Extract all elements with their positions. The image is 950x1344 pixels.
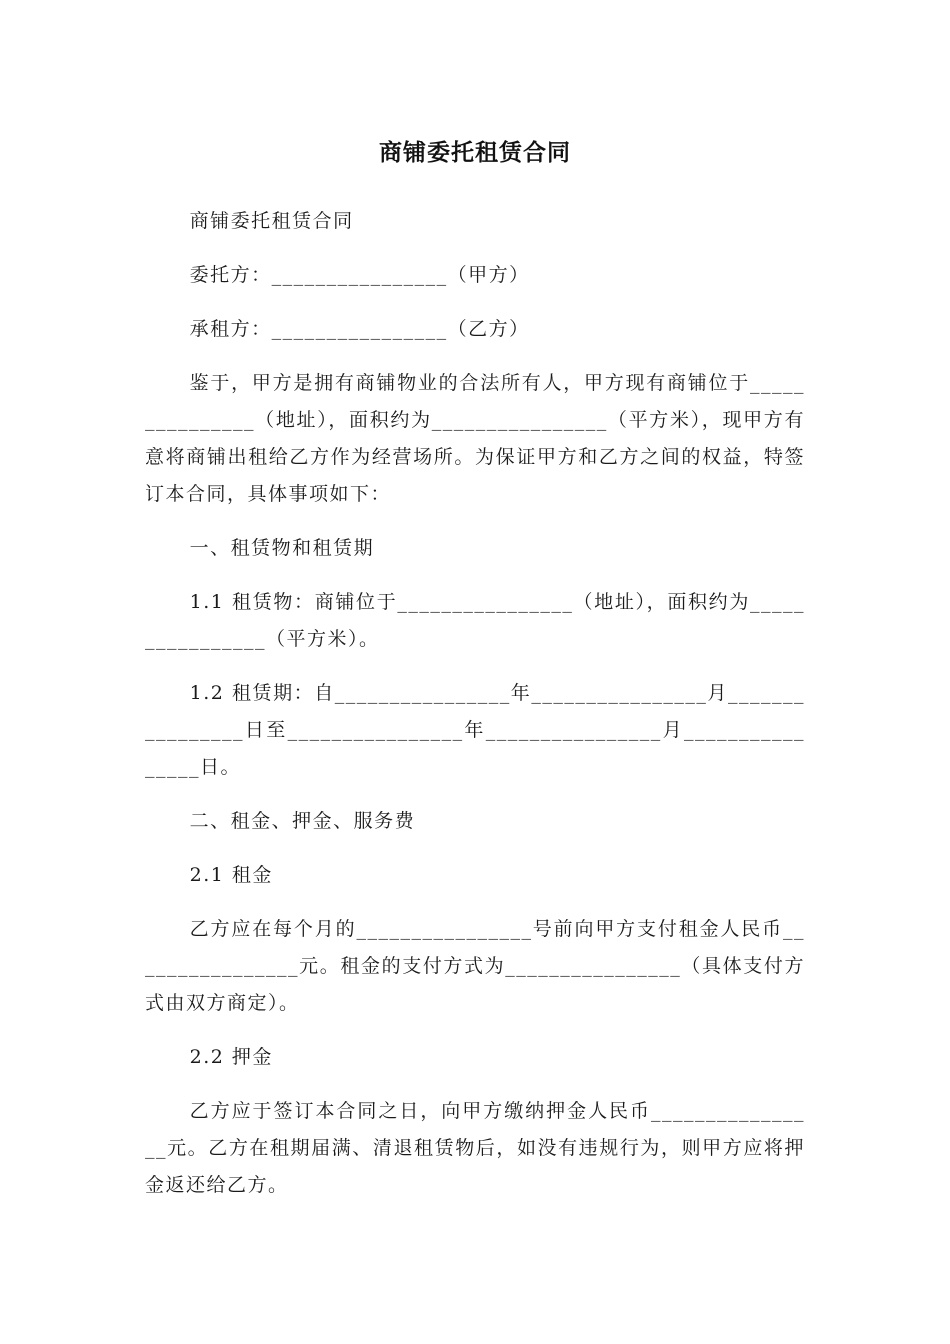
section-heading-2: 二、租金、押金、服务费 [189, 810, 416, 832]
clause-2-1-body: 乙方应在每个月的________________号前向甲方支付租金人民币________________元。租金的支付方式为________________（具体支付方式由双方商定）。 [145, 918, 805, 1014]
principal-party-line: 委托方：________________（甲方） [189, 264, 530, 286]
subtitle-paragraph: 商铺委托租赁合同 [189, 210, 354, 232]
document-title: 商铺委托租赁合同 [379, 140, 571, 166]
preamble-paragraph: 鉴于，甲方是拥有商铺物业的合法所有人，甲方现有商铺位于_______________（地址），面积约为________________（平方米），现甲方有意将商铺出租给乙方作为经营场所。为保证甲方和乙方之间的权益，特签订本合同，具体事项如下： [145, 372, 805, 505]
section-heading-1: 一、租赁物和租赁期 [189, 537, 375, 559]
clause-2-1-heading: 2.1 租金 [189, 864, 273, 886]
clause-1-1: 1.1 租赁物：商铺位于________________（地址），面积约为________________（平方米）。 [145, 591, 805, 650]
document-body [145, 203, 805, 1221]
lessee-party-line: 承租方：________________（乙方） [189, 318, 530, 340]
clause-2-2-heading: 2.2 押金 [189, 1046, 273, 1068]
clause-1-2: 1.2 租赁期：自________________年________________月________________日至________________年________________月________________日。 [145, 682, 805, 778]
clause-2-2-body: 乙方应于签订本合同之日，向甲方缴纳押金人民币________________元。乙方在租期届满、清退租赁物后，如没有违规行为，则甲方应将押金返还给乙方。 [145, 1100, 805, 1196]
